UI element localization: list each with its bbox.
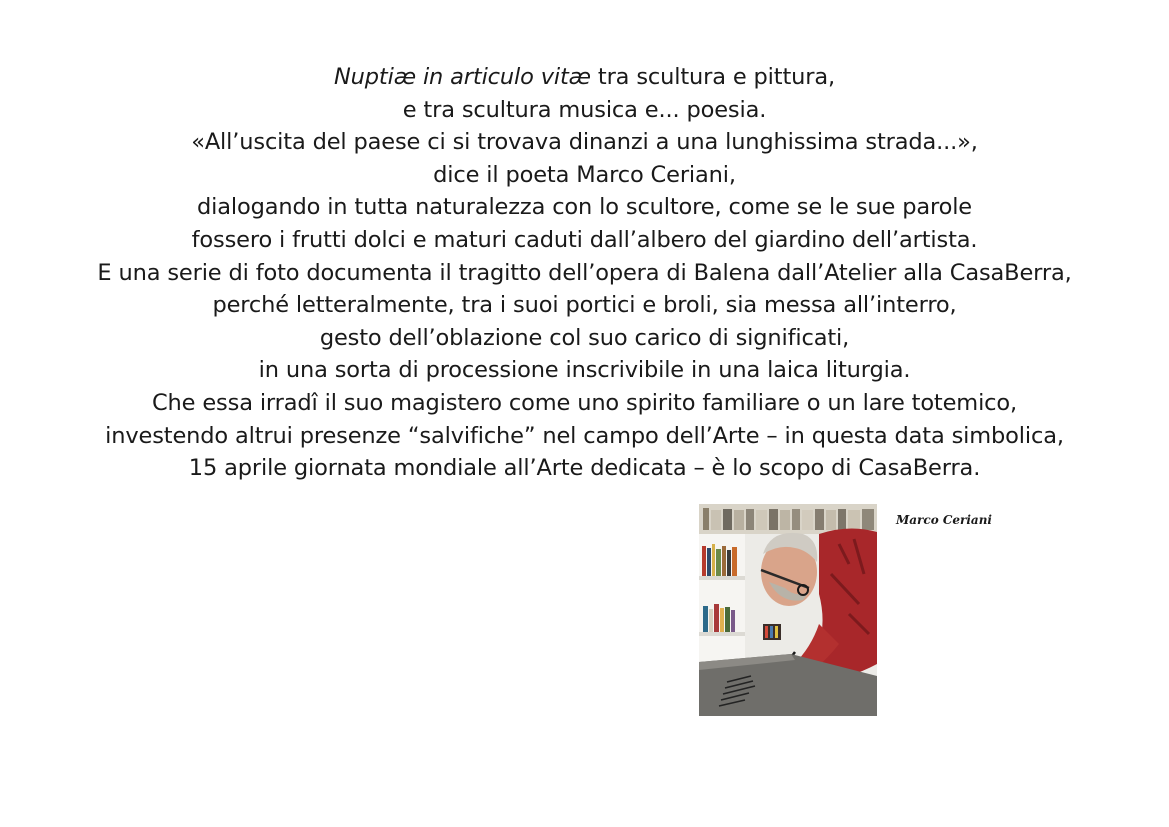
photo-illustration [699,504,877,716]
poem-line-9: gesto dell’oblazione col suo carico di significati, [319,324,850,351]
poem-line-10: in una sorta di processione inscrivibile in una laica liturgia. [258,357,911,384]
poem-line-1-rest: tra scultura e pittura, [590,64,835,90]
poem-line-2: e tra scultura musica e... poesia. [402,96,767,123]
poem-line-8: perché letteralmente, tra i suoi portici e broli, sia messa all’interro, [212,292,957,319]
poem-line-5: dialogando in tutta naturalezza con lo scultore, come se le sue parole [196,194,972,221]
poem-line-6: fossero i frutti dolci e maturi caduti dall’albero del giardino dell’artista. [191,226,978,253]
poem-line-7: E una serie di foto documenta il tragitto dell’opera di Balena dall’Atelier alla CasaBerra, [97,259,1072,286]
photo-caption: Marco Ceriani [896,513,992,527]
poem-line-12: investendo altrui presenze “salvifiche” nel campo dell’Arte – in questa data simbolica, [105,422,1064,449]
latin-title: Nuptiæ in articulo vitæ [334,64,591,90]
poem-text [0,61,1169,485]
photo-poet-writing [699,504,877,716]
poem-line-11: Che essa irradî il suo magistero come uno spirito familiare o un lare totemico, [151,389,1018,416]
poem-line-3: «All’uscita del paese ci si trovava dinanzi a una lunghissima strada...», [191,129,978,156]
poem-line-13: 15 aprile giornata mondiale all’Arte dedicata – è lo scopo di CasaBerra. [188,455,981,482]
poem-line-4: dice il poeta Marco Ceriani, [433,161,736,188]
poem-line-1 [0,61,1169,94]
